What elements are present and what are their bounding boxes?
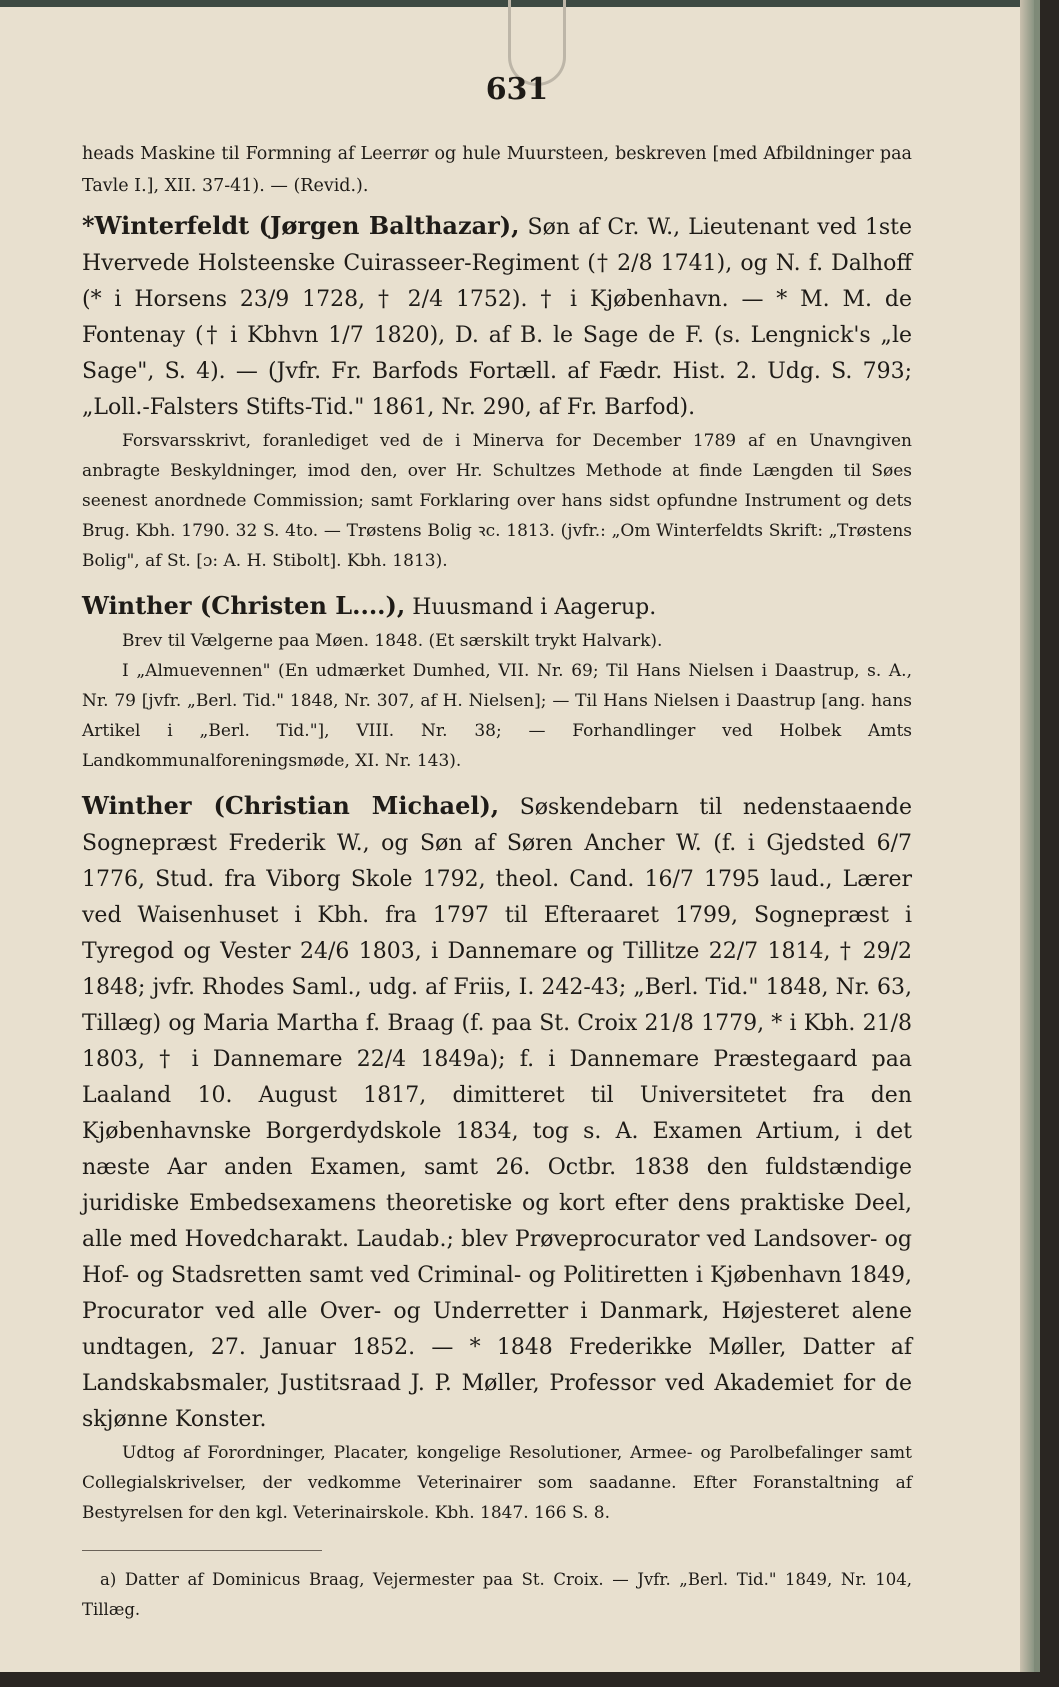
entry-heading: Winther (Christen L....),	[82, 591, 406, 620]
work-listing: I „Almuevennen" (En udmærket Dumhed, VII. Nr. 69; Til Hans Nielsen i Daastrup, s. A., Nr. 79 [jvfr. „Berl. Tid." 1848, Nr. 307, af H. Nielsen]; — Til Hans Nielsen i Daastrup [ang. hans Artikel i „Berl. Tid."], VIII. Nr. 38; — Forhandlinger ved Holbek Amts Landkommunalforeningsmøde, XI. Nr. 143).	[82, 661, 912, 771]
work-listing: Forsvarsskrivt, foranlediget ved de i Minerva for December 1789 af en Unavngiven anbragte Beskyldninger, imod den, over Hr. Schultzes Methode at finde Længden til Søes seenest anordnede Commission; samt Forklaring over hans sidst opfundne Instrument og dets Brug. Kbh. 1790. 32 S. 4to. — Trøstens Bolig ꝛc. 1813. (jvfr.: „Om Winterfeldts Skrift: „Trøstens Bolig", af St. [ɔ: A. H. Stibolt]. Kbh. 1813).	[82, 431, 912, 571]
book-binding	[1020, 0, 1034, 1672]
entry-winther-christian	[82, 788, 912, 1438]
entry-winther-christen	[82, 588, 912, 626]
work-listing: Brev til Vælgerne paa Møen. 1848. (Et særskilt trykt Halvark).	[122, 631, 663, 651]
entry-heading: Winther (Christian Michael),	[82, 791, 500, 820]
entry-body: Lieutenant ved 1ste Hvervede Holsteenske Cuirasseer-Regiment († 2/8 1741), og N. f. Dalhoff (* i Horsens 23/9 1728, † 2/4 1752). † i Kjøbenhavn. — * M. M. de Fontenay († i Kbhvn 1/7 1820), D. af B. le Sage de F. (s. Lengnick's „le Sage", S. 4). — (Jvfr. Fr. Barfods Fortæll. af Fædr. Hist. 2. Udg. S. 793; „Loll.-Falsters Stifts-Tid." 1861, Nr. 290, af Fr. Barfod).	[82, 215, 912, 420]
page-number: 631	[485, 72, 549, 107]
entry-heading: *Winterfeldt (Jørgen Balthazar),	[82, 211, 520, 240]
work-listing: Udtog af Forordninger, Placater, kongelige Resolutioner, Armee- og Parolbefalinger samt Collegialskrivelser, der vedkomme Veterinairer som saadanne. Efter Foranstaltning af Bestyrelsen for den kgl. Veterinairskole. Kbh. 1847. 166 S. 8.	[82, 1443, 912, 1523]
entry-heading-rest: Søn af Cr. W.,	[519, 215, 681, 240]
entry-body: Søskendebarn til nedenstaaende Sognepræst Frederik W., og Søn af Søren Ancher W. (f. i Gjedsted 6/7 1776, Stud. fra Viborg Skole 1792, theol. Cand. 16/7 1795 laud., Lærer ved Waisenhuset i Kbh. fra 1797 til Efteraaret 1799, Sognepræst i Tyregod og Vester 24/6 1803, i Dannemare og Tillitze 22/7 1814, † 29/2 1848; jvfr. Rhodes Saml., udg. af Friis, I. 242-43; „Berl. Tid." 1848, Nr. 63, Tillæg) og Maria Martha f. Braag (f. paa St. Croix 21/8 1779, * i Kbh. 21/8 1803, † i Dannemare 22/4 1849a); f. i Dannemare Præstegaard paa Laaland 10. August 1817, dimitteret til Universitetet fra den Kjøbenhavnske Borgerdydskole 1834, tog s. A. Examen Artium, i det næste Aar anden Examen, samt 26. Octbr. 1838 den fuldstændige juridiske Embedsexamens theoretiske og kort efter dens praktiske Deel, alle med Hovedcharakt. Laudab.; blev Prøveprocurator ved Landsover- og Hof- og Stadsretten samt ved Criminal- og Politiretten i Kjøbenhavn 1849, Procurator ved alle Over- og Underretter i Danmark, Højesteret alene undtagen, 27. Januar 1852. — * 1848 Frederikke Møller, Datter af Landskabsmaler, Justitsraad J. P. Møller, Professor ved Akademiet for de skjønne Konster.	[82, 795, 912, 1432]
entry-winterfeldt	[82, 208, 912, 426]
paragraph-continuation: heads Maskine til Formning af Leerrør og hule Muursteen, beskreven [med Afbildninger paa Tavle I.], XII. 37-41). — (Revid.).	[82, 144, 912, 196]
page-content	[82, 138, 912, 1625]
entry-body: Huusmand i Aagerup.	[412, 595, 657, 620]
footnote: a) Datter af Dominicus Braag, Vejermester paa St. Croix. — Jvfr. „Berl. Tid." 1849, Nr. 104, Tillæg.	[82, 1570, 912, 1619]
footnote-rule	[82, 1550, 322, 1551]
